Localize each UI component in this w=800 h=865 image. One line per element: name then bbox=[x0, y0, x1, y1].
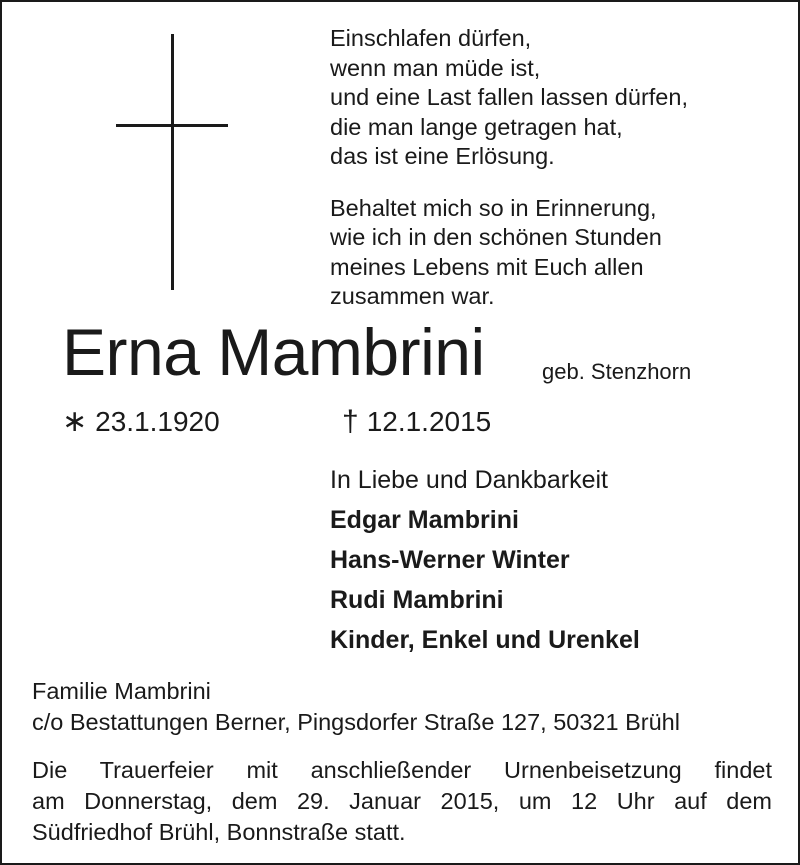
service-info bbox=[32, 755, 772, 848]
deceased-name: Erna Mambrini bbox=[62, 315, 485, 389]
mourners-block bbox=[330, 460, 790, 660]
service-line: Südfriedhof Brühl, Bonnstraße statt. bbox=[32, 819, 406, 845]
mourners-intro: In Liebe und Dankbarkeit bbox=[330, 466, 608, 494]
poem bbox=[330, 24, 790, 334]
poem-line: und eine Last fallen lassen dürfen, bbox=[330, 84, 688, 110]
cross-horizontal-bar bbox=[116, 124, 228, 127]
poem-line: wenn man müde ist, bbox=[330, 54, 541, 81]
birth-date-value: 23.1.1920 bbox=[95, 406, 220, 437]
poem-line: das ist eine Erlösung. bbox=[330, 143, 555, 169]
death-cross-icon: † bbox=[342, 405, 359, 438]
mourner-name: Rudi Mambrini bbox=[330, 586, 504, 614]
poem-line: die man lange getragen hat, bbox=[330, 113, 623, 140]
sender-family: Familie Mambrini bbox=[32, 678, 211, 704]
service-line: Die Trauerfeier mit anschließender Urnenbeisetzung findet bbox=[32, 757, 772, 783]
birth-date bbox=[62, 404, 220, 440]
cross-icon bbox=[116, 34, 228, 290]
sender-block bbox=[32, 676, 777, 738]
poem-line: Einschlafen dürfen, bbox=[330, 25, 532, 51]
mourner-name: Kinder, Enkel und Urenkel bbox=[330, 626, 640, 654]
poem-stanza-2 bbox=[330, 194, 790, 312]
birth-star-icon: ∗ bbox=[62, 405, 88, 438]
poem-line: meines Lebens mit Euch allen bbox=[330, 253, 644, 280]
maiden-name: geb. Stenzhorn bbox=[542, 359, 692, 384]
death-date bbox=[342, 404, 491, 440]
sender-address: c/o Bestattungen Berner, Pingsdorfer Straße 127, 50321 Brühl bbox=[32, 709, 680, 735]
poem-line: Behaltet mich so in Erinnerung, bbox=[330, 194, 657, 221]
poem-line: wie ich in den schönen Stunden bbox=[330, 224, 662, 250]
poem-line: zusammen war. bbox=[330, 283, 495, 309]
mourner-name: Hans-Werner Winter bbox=[330, 546, 570, 574]
mourner-name: Edgar Mambrini bbox=[330, 506, 519, 534]
cross-vertical-bar bbox=[171, 34, 174, 290]
poem-stanza-1 bbox=[330, 24, 790, 172]
service-line: am Donnerstag, dem 29. Januar 2015, um 12 Uhr auf dem bbox=[32, 788, 772, 814]
death-date-value: 12.1.2015 bbox=[366, 406, 492, 437]
